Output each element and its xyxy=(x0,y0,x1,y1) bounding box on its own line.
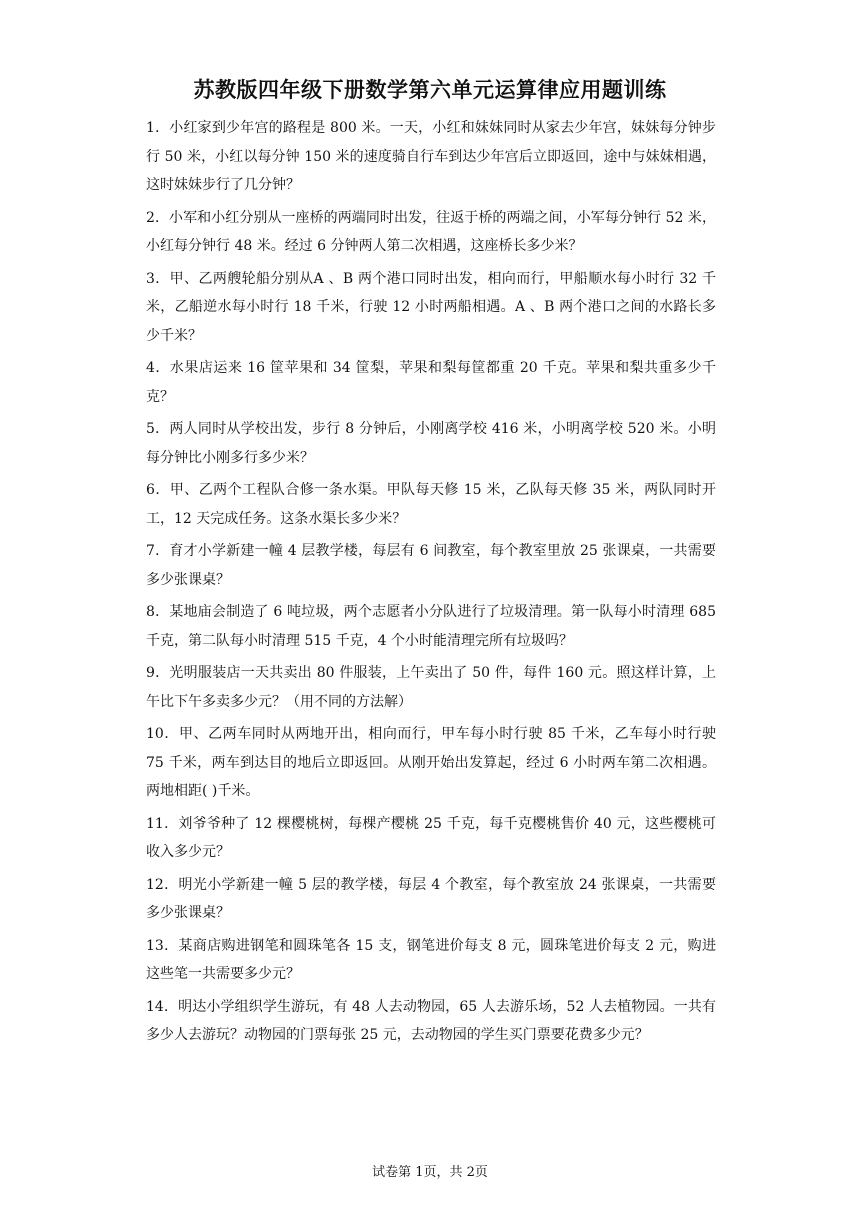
question-item: 10．甲、乙两车同时从两地开出，相向而行，甲车每小时行驶 85 千米，乙车每小时行驶 75 千米，两车到达目的地后立即返回。从刚开始出发算起，经过 6 小时两车第二次相遇。两地相距( )千米。 xyxy=(146,726,716,799)
question-list xyxy=(146,114,716,1054)
question-item: 12．明光小学新建一幢 5 层的教学楼，每层 4 个教室，每个教室放 24 张课桌，一共需要多少张课桌？ xyxy=(146,876,716,921)
question-item: 6．甲、乙两个工程队合修一条水渠。甲队每天修 15 米，乙队每天修 35 米，两队同时开工，12 天完成任务。这条水渠长多少米？ xyxy=(146,482,716,527)
question-item: 11．刘爷爷种了 12 棵樱桃树，每棵产樱桃 25 千克，每千克樱桃售价 40 元，这些樱桃可收入多少元？ xyxy=(146,815,716,860)
question-item: 2．小军和小红分别从一座桥的两端同时出发，往返于桥的两端之间，小军每分钟行 52 米，小红每分钟行 48 米。经过 6 分钟两人第二次相遇，这座桥长多少米？ xyxy=(146,209,716,254)
question-item: 7．育才小学新建一幢 4 层教学楼，每层有 6 间教室，每个教室里放 25 张课桌，一共需要多少张课桌？ xyxy=(146,543,716,588)
page-footer: 试卷第 1页，共 2页 xyxy=(372,1165,488,1180)
question-item: 4．水果店运来 16 筐苹果和 34 筐梨，苹果和梨每筐都重 20 千克。苹果和梨共重多少千克？ xyxy=(146,360,716,405)
page-title: 苏教版四年级下册数学第六单元运算律应用题训练 xyxy=(193,78,667,102)
question-item: 14．明达小学组织学生游玩，有 48 人去动物园，65 人去游乐场，52 人去植物园。一共有多少人去游玩？动物园的门票每张 25 元，去动物园的学生买门票要花费多少元？ xyxy=(146,998,716,1043)
question-item: 1．小红家到少年宫的路程是 800 米。一天，小红和妹妹同时从家去少年宫，妹妹每分钟步行 50 米，小红以每分钟 150 米的速度骑自行车到达少年宫后立即返回，途中与妹妹相遇，这时妹妹步行了几分钟？ xyxy=(146,120,716,193)
question-item: 9．光明服装店一天共卖出 80 件服装，上午卖出了 50 件，每件 160 元。照这样计算，上午比下午多卖多少元？（用不同的方法解） xyxy=(146,665,716,710)
question-item: 5．两人同时从学校出发，步行 8 分钟后，小刚离学校 416 米，小明离学校 520 米。小明每分钟比小刚多行多少米？ xyxy=(146,421,716,466)
question-item: 3．甲、乙两艘轮船分别从A 、B 两个港口同时出发，相向而行，甲船顺水每小时行 32 千米，乙船逆水每小时行 18 千米，行驶 12 小时两船相遇。A 、B 两个港口之间的水路长多少千米？ xyxy=(146,270,716,344)
question-item: 13．某商店购进钢笔和圆珠笔各 15 支，钢笔进价每支 8 元，圆珠笔进价每支 2 元，购进这些笔一共需要多少元？ xyxy=(146,937,716,982)
question-item: 8．某地庙会制造了 6 吨垃圾，两个志愿者小分队进行了垃圾清理。第一队每小时清理 685 千克，第二队每小时清理 515 千克，4 个小时能清理完所有垃圾吗？ xyxy=(146,604,716,649)
